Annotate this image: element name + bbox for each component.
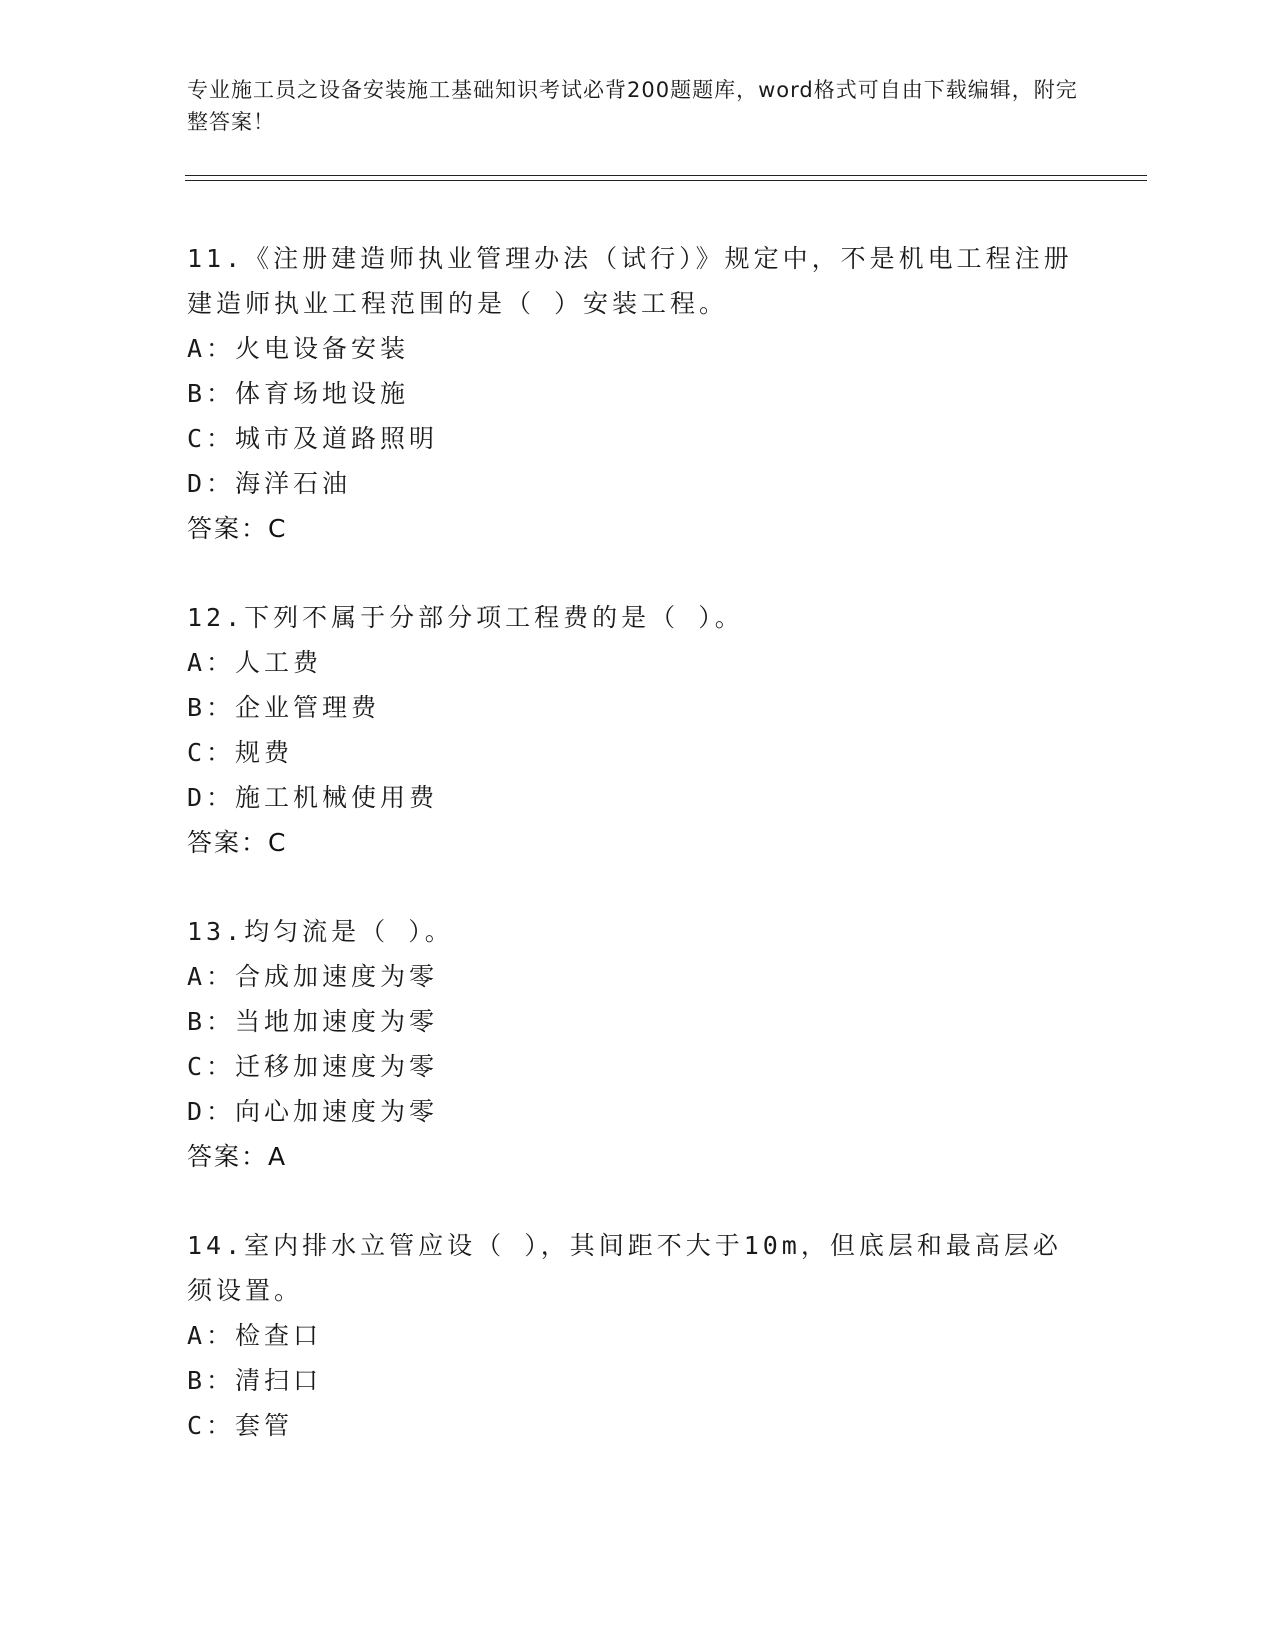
question-text: 13.均匀流是（ ）。 [187, 917, 454, 946]
document-header: 专业施工员之设备安装施工基础知识考试必背200题题库，word格式可自由下载编辑，附完整答案！ [187, 78, 1078, 134]
answer-line: 答案：A [187, 1142, 288, 1171]
answer-line: 答案：C [187, 514, 288, 543]
option-d: D：向心加速度为零 [187, 1097, 439, 1126]
question-list [187, 236, 1087, 1492]
question-13 [187, 909, 1087, 1179]
option-c: C：城市及道路照明 [187, 424, 439, 453]
question-11 [187, 236, 1087, 551]
question-text: 12.下列不属于分部分项工程费的是（ ）。 [187, 603, 744, 632]
option-c: C：迁移加速度为零 [187, 1052, 439, 1081]
question-text: 14.室内排水立管应设（ ），其间距不大于10m，但底层和最高层必须设置。 [187, 1231, 1062, 1305]
option-b: B：体育场地设施 [187, 379, 410, 408]
option-c: C：规费 [187, 738, 294, 767]
question-12 [187, 595, 1087, 865]
option-b: B：清扫口 [187, 1366, 323, 1395]
option-c: C：套管 [187, 1411, 294, 1440]
option-a: A：检查口 [187, 1321, 323, 1350]
option-a: A：合成加速度为零 [187, 962, 439, 991]
answer-line: 答案：C [187, 828, 288, 857]
option-d: D：施工机械使用费 [187, 783, 439, 812]
option-a: A：人工费 [187, 648, 323, 677]
header-rule-bottom [185, 180, 1147, 181]
option-d: D：海洋石油 [187, 469, 352, 498]
question-14 [187, 1223, 1087, 1448]
option-b: B：当地加速度为零 [187, 1007, 439, 1036]
header-rule-top [185, 175, 1147, 176]
option-b: B：企业管理费 [187, 693, 381, 722]
question-text: 11.《注册建造师执业管理办法（试行）》规定中，不是机电工程注册建造师执业工程范围的是（ ）安装工程。 [187, 244, 1073, 318]
option-a: A：火电设备安装 [187, 334, 410, 363]
